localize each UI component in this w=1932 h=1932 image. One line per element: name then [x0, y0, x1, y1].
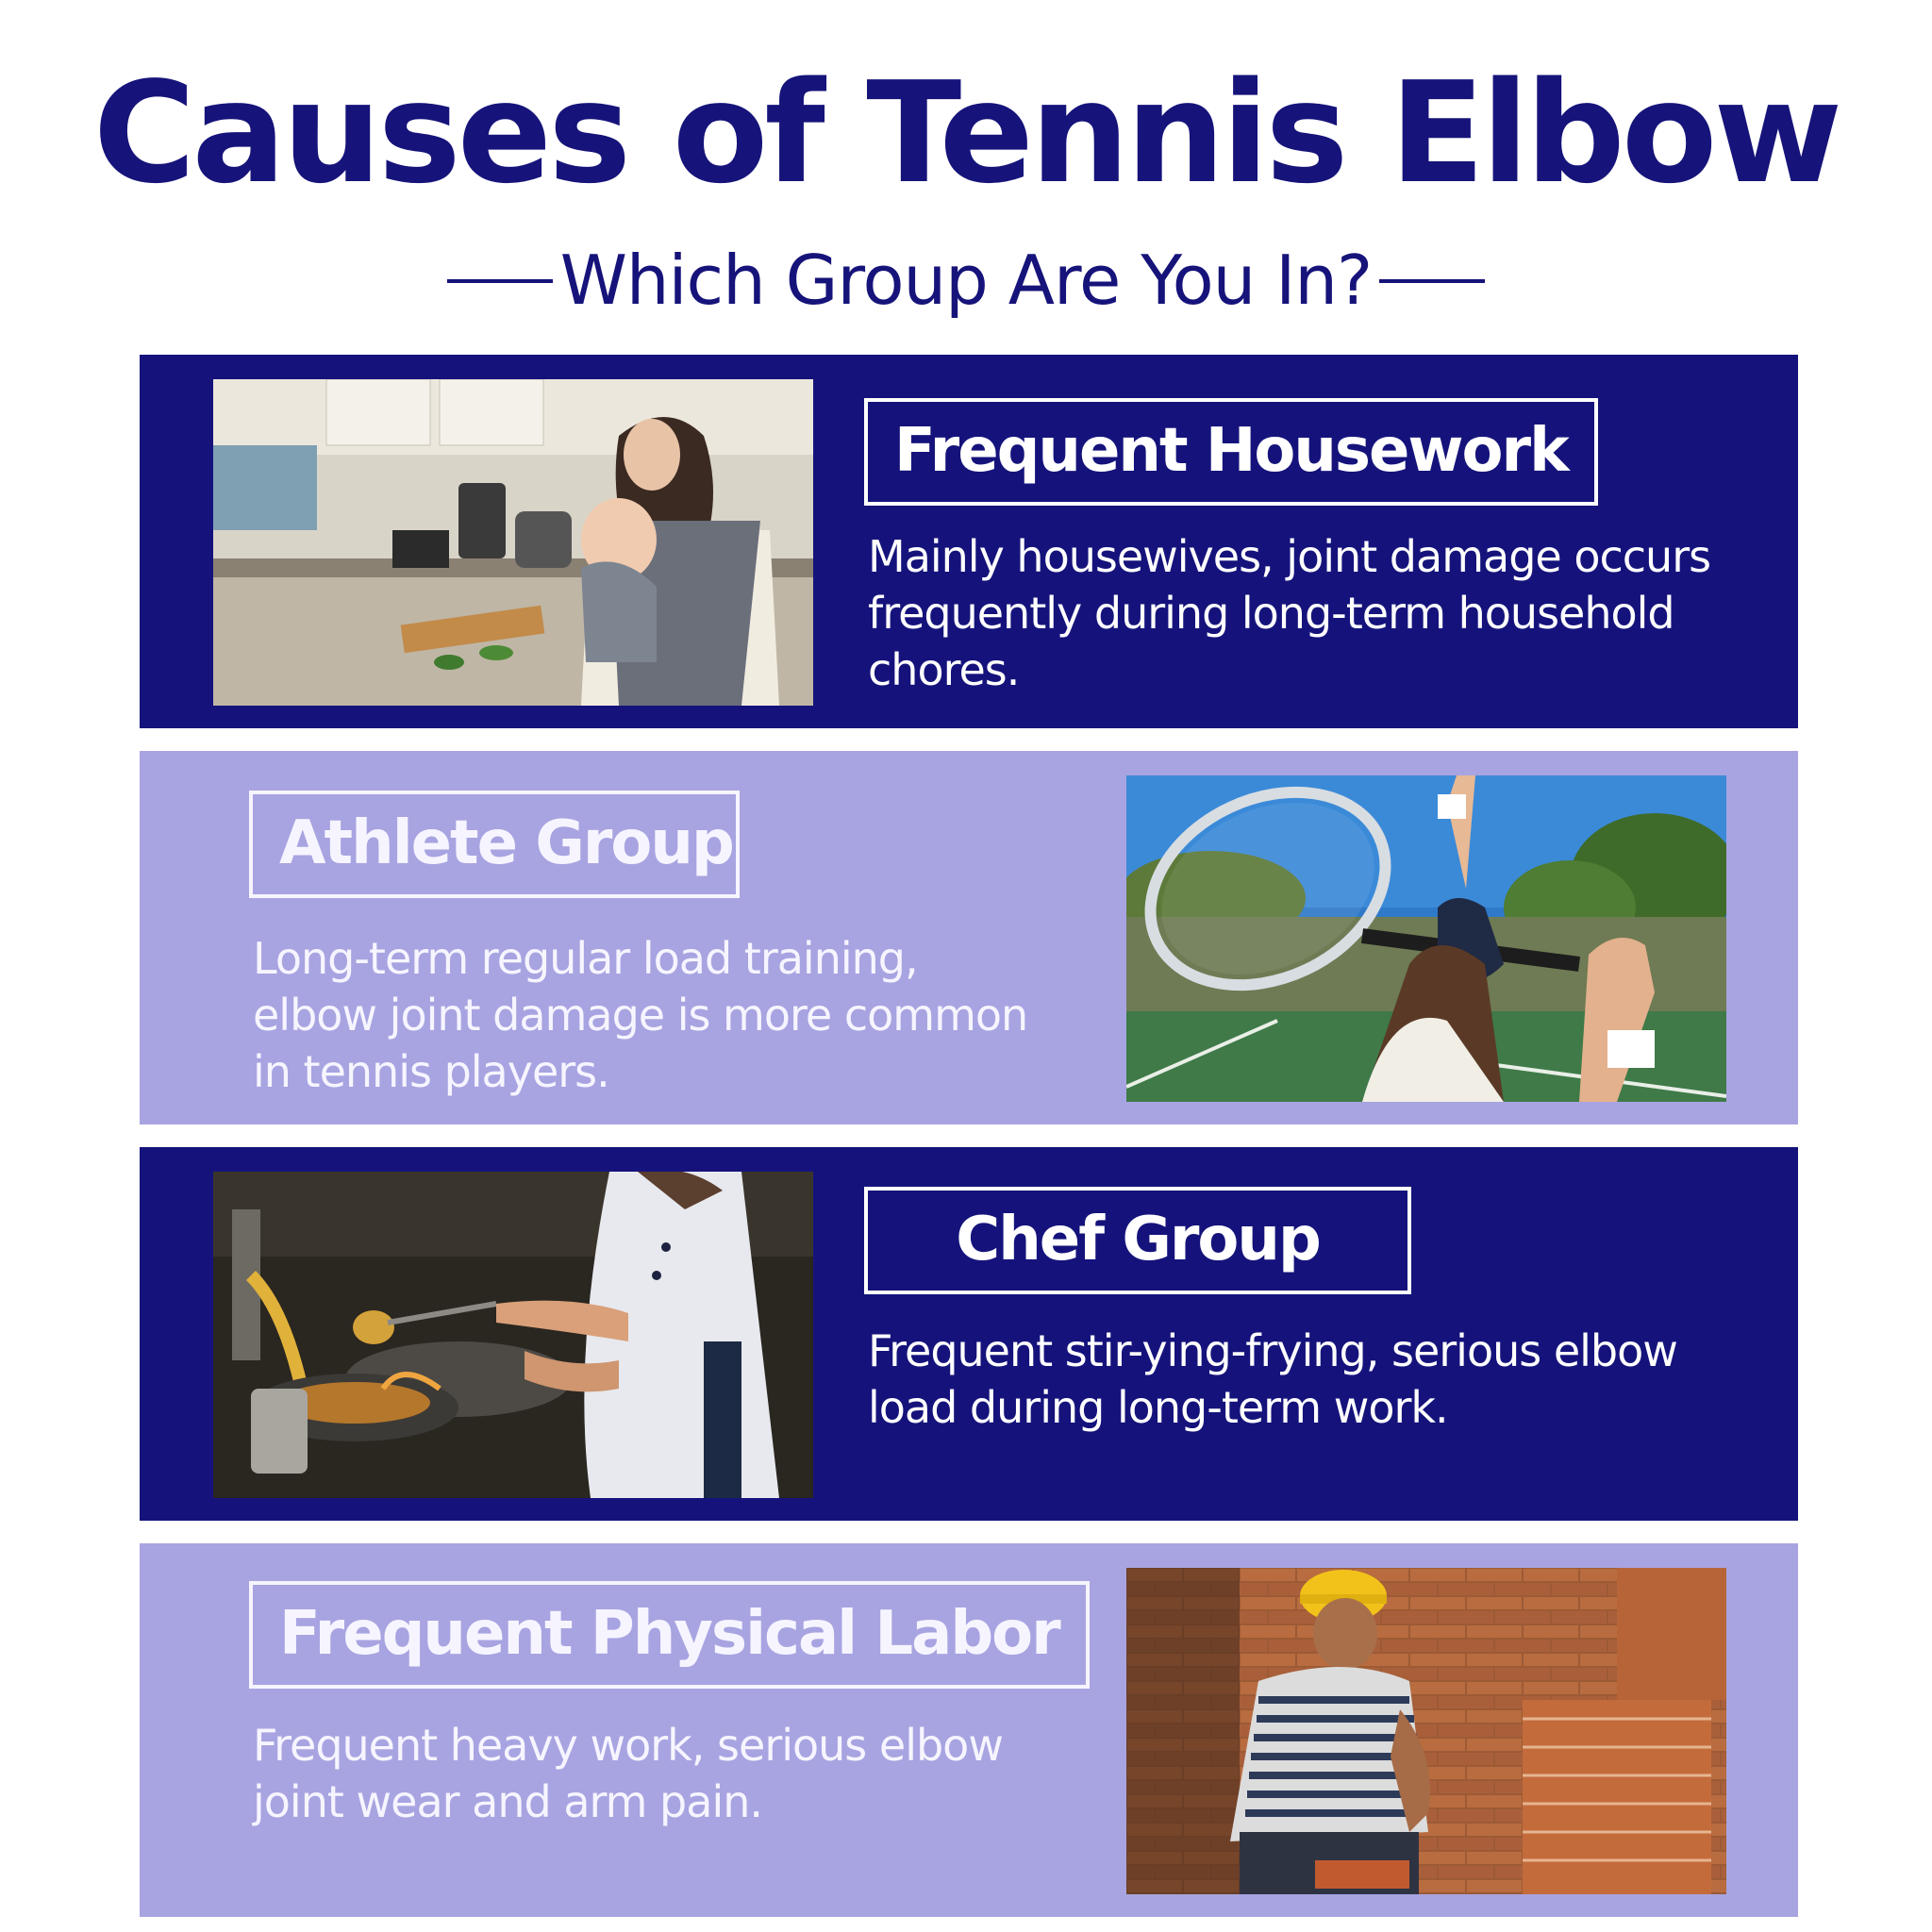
- chef-line-2: load during long-term work.: [868, 1382, 1448, 1433]
- athlete-card: [140, 751, 1798, 1124]
- page-subtitle: Which Group Are You In?: [559, 241, 1373, 320]
- housework-description: [868, 528, 1710, 698]
- chef-line-1: Frequent stir-ying-frying, serious elbow: [868, 1325, 1677, 1376]
- construction-worker-bricks-photo: [1126, 1568, 1726, 1894]
- mother-cooking-with-baby-photo: [213, 379, 813, 706]
- housework-line-1: Mainly housewives, joint damage occurs: [868, 531, 1711, 582]
- physical-labor-text: [249, 1543, 1090, 1830]
- physical-labor-line-1: Frequent heavy work, serious elbow: [253, 1720, 1003, 1771]
- athlete-line-3: in tennis players.: [253, 1046, 609, 1097]
- chef-card: [140, 1147, 1798, 1521]
- page-title: Causes of Tennis Elbow: [92, 52, 1840, 214]
- subtitle-row: [0, 243, 1932, 318]
- chef-stir-frying-wok-photo: [213, 1172, 813, 1498]
- housework-line-3: chores.: [868, 644, 1020, 695]
- chef-heading: Chef Group: [864, 1187, 1411, 1294]
- athlete-line-2: elbow joint damage is more common: [253, 990, 1028, 1041]
- athlete-description: [253, 930, 1027, 1100]
- chef-description: [868, 1323, 1677, 1436]
- housework-heading: Frequent Housework: [864, 398, 1598, 506]
- housework-card: [140, 355, 1798, 728]
- subtitle-right-rule: [1379, 279, 1485, 283]
- athlete-line-1: Long-term regular load training,: [253, 933, 918, 984]
- chef-text: [864, 1147, 1677, 1436]
- athlete-heading: Athlete Group: [249, 791, 740, 898]
- tennis-player-celebrating-photo: [1126, 775, 1726, 1102]
- housework-text: [864, 355, 1710, 698]
- athlete-text: [249, 751, 1027, 1100]
- subtitle-left-rule: [447, 279, 553, 283]
- physical-labor-line-2: joint wear and arm pain.: [253, 1776, 762, 1827]
- housework-line-2: frequently during long-term household: [868, 588, 1674, 639]
- physical-labor-card: [140, 1543, 1798, 1917]
- physical-labor-description: [253, 1717, 1090, 1830]
- physical-labor-heading: Frequent Physical Labor: [249, 1581, 1090, 1689]
